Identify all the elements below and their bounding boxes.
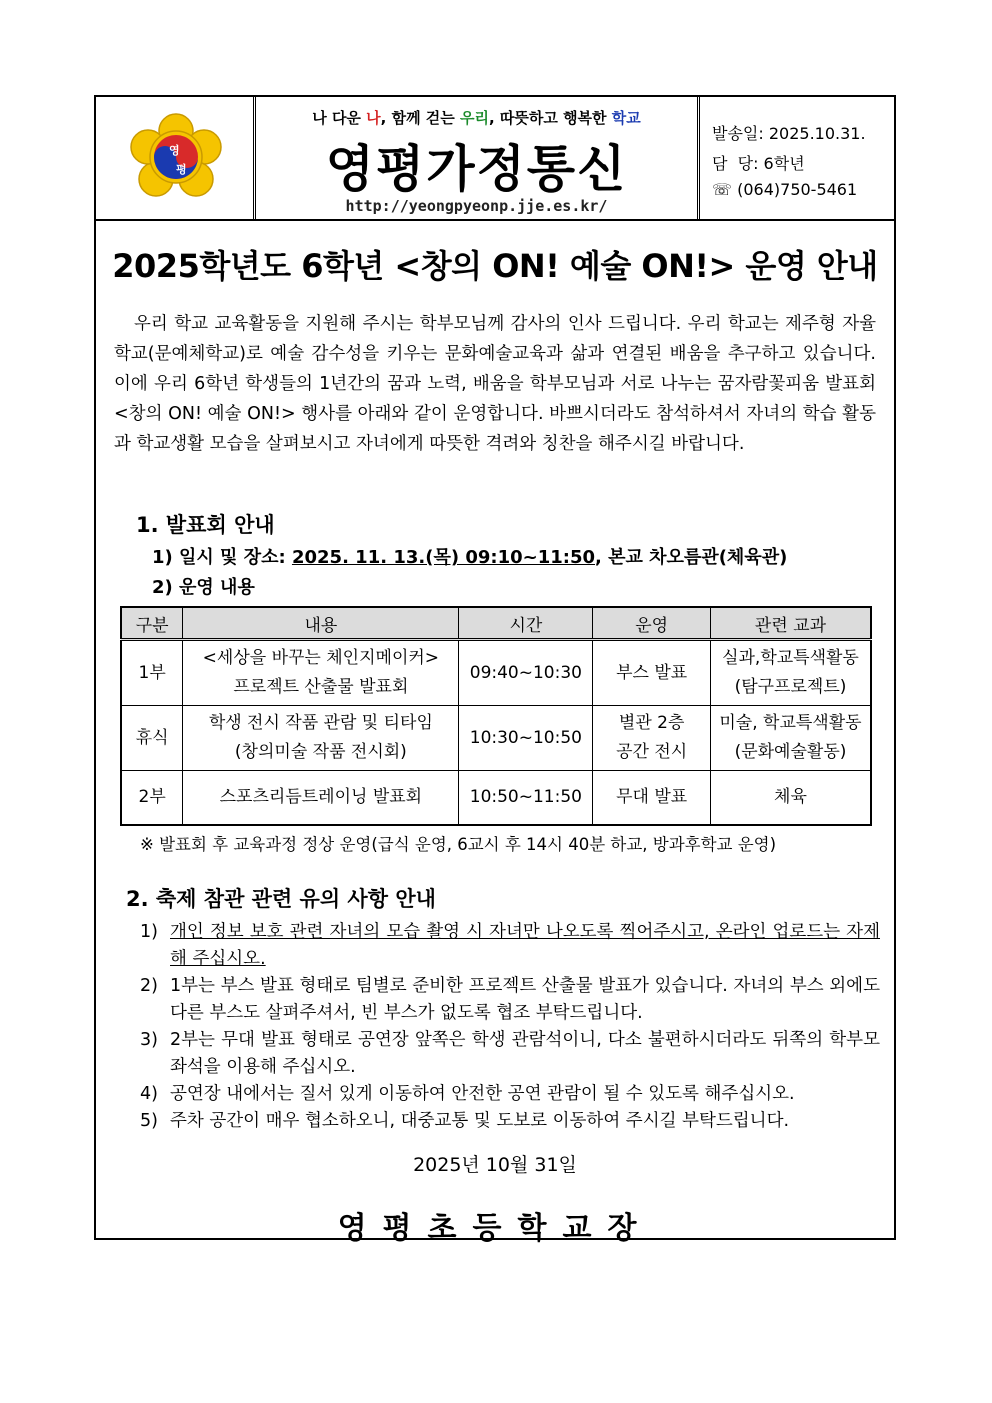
col-header: 구분 [121,607,183,640]
contact-person: 담 당: 6학년 [712,154,805,173]
document-title: 2025학년도 6학년 <창의 ON! 예술 ON!> 운영 안내 [112,247,878,285]
phone-line [712,180,857,199]
list-item: 5) 주차 공간이 매우 협소하오니, 대중교통 및 도보로 이동하여 주시길 부탁드립니다. [140,1111,790,1131]
meta-cell [700,97,894,219]
event-date: 2025. 11. 13.(목) 09:10~11:50 [291,547,595,568]
school-emblem-icon [126,113,226,203]
table-row: 2부 스포츠리듬트레이닝 발표회 10:50~11:50 무대 발표 체육 [121,771,871,826]
masthead-cell [256,97,700,219]
list-item: 2) 1부는 부스 발표 형태로 팀별로 준비한 프로젝트 산출물 발표가 있습니다. 자녀의 부스 외에도 다른 부스도 살펴주셔서, 빈 부스가 없도록 협조 부탁드립니다. [140,976,880,1023]
school-url[interactable]: http://yeongpyeonp.jje.es.kr/ [345,197,608,215]
program-table [120,606,872,826]
col-header: 시간 [459,607,593,640]
logo-text-bottom: 평 [176,163,187,176]
table-header-row [121,607,871,640]
school-logo-cell [96,97,256,219]
table-row: 1부 <세상을 바꾸는 체인지메이커> 프로젝트 산출물 발표회 09:40~10:30 부스 발표 실과,학교특색활동 (탐구프로젝트) [121,640,871,706]
table-row: 휴식 학생 전시 작품 관람 및 티타임 (창의미술 작품 전시회) 10:30~10:50 별관 2층 공간 전시 미술, 학교특색활동 (문화예술활동) [121,706,871,771]
phone-number: (064)750-5461 [737,180,858,199]
issue-date: 2025년 10월 31일 [413,1154,577,1176]
principal-signature: 영평초등학교장 [337,1211,653,1246]
col-header: 관련 교과 [710,607,871,640]
header [96,97,894,221]
table-note: ※ 발표회 후 교육과정 정상 운영(급식 운영, 6교시 후 14시 40분 하교, 방과후학교 운영) [140,835,777,854]
intro-paragraph: 우리 학교 교육활동을 지원해 주시는 학부모님께 감사의 인사 드립니다. 우리 학교는 제주형 자율학교(문예체학교)로 예술 감수성을 키우는 문화예술교육과 삶과 연결된 배움을 추구하고 있습니다. 이에 우리 6학년 학생들의 1년간의 꿈과 노력, 배움을 학부모님과 서로 나누는 꿈자람꽃피움 발표회 <창의 ON! 예술 ON!> 행사를 아래와 같이 운영합니다. 바쁘시더라도 참석하셔서 자녀의 학습 활동과 학교생활 모습을 살펴보시고 자녀에게 따뜻한 격려와 칭찬을 해주시길 바랍니다. [114,314,876,454]
newsletter-title: 영평가정통신 [325,140,628,198]
list-item: 3) 2부는 무대 발표 형태로 공연장 앞쪽은 학생 관람석이니, 다소 불편하시더라도 뒤쪽의 학부모 좌석을 이용해 주십시오. [140,1030,880,1077]
col-header: 운영 [593,607,711,640]
section1-heading: 1. 발표회 안내 [136,513,275,537]
phone-icon: ☏ [712,180,733,199]
col-header: 내용 [183,607,459,640]
newsletter-frame [94,95,896,1246]
send-date: 발송일: 2025.10.31. [712,124,866,143]
section2-heading: 2. 축제 참관 관련 유의 사항 안내 [126,887,436,911]
logo-text-top: 영 [169,144,180,157]
list-item: 4) 공연장 내에서는 질서 있게 이동하여 안전한 공연 관람이 될 수 있도록 해주십시오. [140,1084,795,1104]
list-item: 1) 개인 정보 보호 관련 자녀의 모습 촬영 시 자녀만 나오도록 찍어주시고, 온라인 업로드는 자제해 주십시오. [140,922,880,969]
school-slogan: 나 다운 나, 함께 걷는 우리, 따뜻하고 행복한 학교 [312,109,641,127]
program-label: 2) 운영 내용 [152,577,255,598]
schedule-line: 1) 일시 및 장소: 2025. 11. 13.(목) 09:10~11:50, 본교 차오름관(체육관) [152,547,788,568]
